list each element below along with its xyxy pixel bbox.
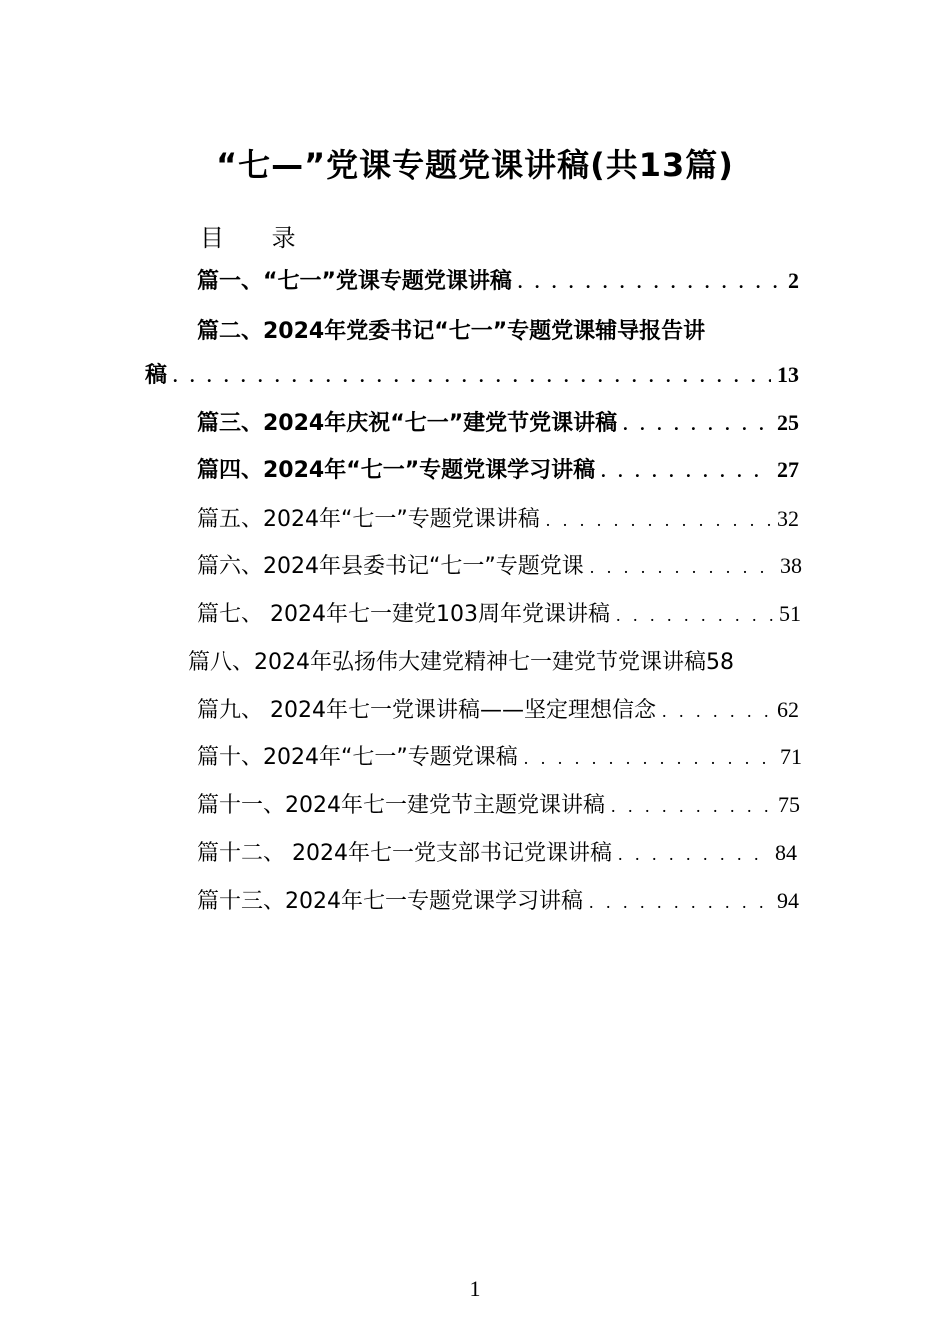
toc-entry-title: 篇七、 2024年七一建党103周年党课讲稿 [197, 602, 610, 627]
toc-entry-2-line1[interactable]: 篇二、2024年党委书记“七一”专题党课辅导报告讲 [197, 319, 706, 344]
toc-entry-5[interactable] [197, 502, 799, 536]
toc-entry-12[interactable] [197, 836, 797, 870]
toc-leader-dots [173, 366, 771, 387]
page-number: 1 [469, 1276, 481, 1301]
toc-heading: 目 录 [200, 224, 316, 252]
toc-entry-6[interactable] [197, 549, 802, 583]
toc-leader-dots [589, 892, 771, 913]
toc-entry-1[interactable] [197, 264, 799, 298]
toc-leader-dots [611, 796, 772, 817]
toc-entry-title: 篇六、2024年县委书记“七一”专题党课 [197, 554, 584, 579]
toc-entry-page: 38 [780, 553, 802, 578]
toc-entry-13[interactable] [197, 884, 799, 918]
toc-entry-10[interactable] [197, 740, 802, 774]
toc-leader-dots [546, 510, 771, 531]
toc-entry-title: 篇九、 2024年七一党课讲稿——坚定理想信念 [197, 698, 656, 723]
toc-entry-8[interactable] [188, 645, 828, 679]
toc-entry-page: 51 [779, 601, 801, 626]
toc-entry-page: 94 [777, 888, 799, 913]
toc-leader-dots [518, 272, 782, 293]
toc-entry-4[interactable] [197, 453, 799, 487]
toc-entry-page: 2 [788, 268, 799, 293]
toc-entry-page: 58 [706, 650, 734, 675]
toc-leader-dots [662, 701, 771, 722]
toc-entry-2[interactable] [145, 358, 799, 392]
toc-entry-title: 篇十三、2024年七一专题党课学习讲稿 [197, 889, 583, 914]
toc-entry-page: 27 [777, 457, 799, 482]
toc-entry-page: 25 [777, 410, 799, 435]
toc-entry-page: 32 [777, 506, 799, 531]
toc-entry-3[interactable] [197, 406, 799, 440]
document-title: “七—”党课专题党课讲稿(共13篇) [216, 146, 734, 184]
toc-leader-dots [616, 605, 773, 626]
toc-entry-page: 75 [778, 792, 800, 817]
toc-entry-title: 篇三、2024年庆祝“七一”建党节党课讲稿 [197, 411, 618, 436]
toc-entry-title: 篇八、2024年弘扬伟大建党精神七一建党节党课讲稿 [188, 650, 706, 675]
toc-leader-dots [601, 461, 771, 482]
toc-entry-title: 篇十二、 2024年七一党支部书记党课讲稿 [197, 841, 612, 866]
toc-entry-page: 84 [775, 840, 797, 865]
toc-leader-dots [618, 844, 769, 865]
toc-leader-dots [524, 748, 774, 769]
toc-entry-page: 71 [780, 744, 802, 769]
toc-entry-title: 篇一、“七一”党课专题党课讲稿 [197, 269, 512, 294]
toc-entry-page: 62 [777, 697, 799, 722]
toc-leader-dots [590, 557, 774, 578]
toc-entry-title-cont: 稿 [145, 363, 168, 388]
toc-entry-9[interactable] [197, 693, 799, 727]
toc-leader-dots [623, 414, 771, 435]
toc-entry-page: 13 [777, 362, 799, 387]
toc-entry-title: 篇十一、2024年七一建党节主题党课讲稿 [197, 793, 605, 818]
toc-entry-title: 篇十、2024年“七一”专题党课稿 [197, 745, 518, 770]
toc-entry-title: 篇四、2024年“七一”专题党课学习讲稿 [197, 458, 596, 483]
toc-entry-7[interactable] [197, 597, 801, 631]
toc-entry-11[interactable] [197, 788, 800, 822]
toc-entry-title: 篇五、2024年“七一”专题党课讲稿 [197, 507, 540, 532]
